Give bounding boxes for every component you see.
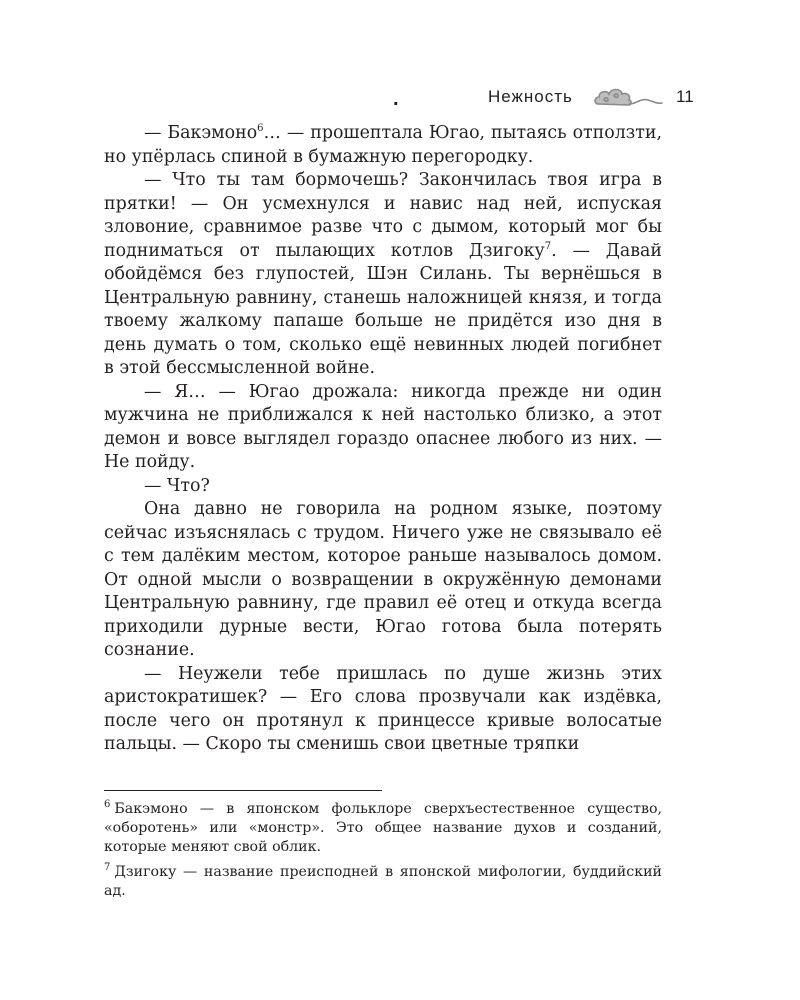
main-text — [104, 122, 662, 757]
footnote — [104, 863, 662, 901]
paragraph-text: … — прошептала Югао, пытаясь отползти, но упёрлась спиной в бумажную перегородку. — [104, 123, 663, 167]
footnote-reference[interactable]: 7 — [544, 240, 552, 252]
paragraph-text: . — Давай обойдёмся без глупостей, Шэн Силань. Ты вернёшься в Центральную равнину, станешь наложницей князя, и тогда твоему жалкому папаше больше не придётся изо дня в день думать о том, сколько ещё невинных людей погибнет в этой бессмысленной войне. — [104, 240, 662, 378]
footnote — [104, 800, 662, 857]
paragraph-text: — Неужели тебе пришлась по душе жизнь этих аристократишек? — Его слова прозвучали как издёвка, после чего он протянул к принцессе кривые волосатые пальцы. — Скоро ты сменишь свои цветные тряпки — [104, 663, 662, 754]
paragraph-text: — Что? — [144, 475, 210, 496]
footnotes — [104, 800, 662, 907]
paragraph — [104, 122, 662, 169]
paragraph — [104, 663, 662, 757]
header-marker: . — [393, 88, 399, 110]
paragraph — [104, 169, 662, 381]
paragraph — [104, 498, 662, 663]
paragraph-text: Она давно не говорила на родном языке, поэтому сейчас изъяснялась с трудом. Ничего уже не связывало её с тем далёким местом, которое раньше называлось домом. От одной мысли о возвращении в окружённую демонами Центральную равнину, где правил её отец и откуда всегда приходили дурные вести, Югао готова была потерять сознание. — [104, 499, 662, 660]
footnote-reference[interactable]: 6 — [257, 123, 264, 135]
paragraph-text: — Что ты там бормочешь? Закончилась твоя игра в прятки! — Он усмехнулся и навис над ней, испуская зловоние, сравнимое разве что с дымом, который мог бы подниматься от пылающих котлов Дзигоку — [104, 170, 662, 261]
paragraph — [104, 475, 662, 499]
cloud-ornament-icon — [592, 84, 664, 110]
footnote-text: Бакэмоно — в японском фольклоре сверхъестественное существо, «оборотень» или «монстр». Это общее название духов и созданий, которые меняют свой облик. — [104, 801, 662, 855]
footnote-divider — [104, 790, 382, 791]
paragraph-text: — Бакэмоно — [144, 123, 258, 143]
paragraph-text: — Я… — Югао дрожала: никогда прежде ни один мужчина не приближался к ней настолько близко, а этот демон и вовсе выглядел гораздо опаснее любого из них. — Не пойду. — [104, 381, 662, 472]
running-header — [0, 84, 800, 112]
footnote-mark: 6 — [104, 799, 111, 811]
footnote-text: Дзигоку — название преисподней в японской мифологии, буддийский ад. — [104, 864, 662, 899]
page-number: 11 — [676, 87, 694, 106]
footnote-mark: 7 — [104, 862, 111, 874]
running-title: Нежность — [488, 87, 573, 106]
paragraph — [104, 381, 662, 475]
